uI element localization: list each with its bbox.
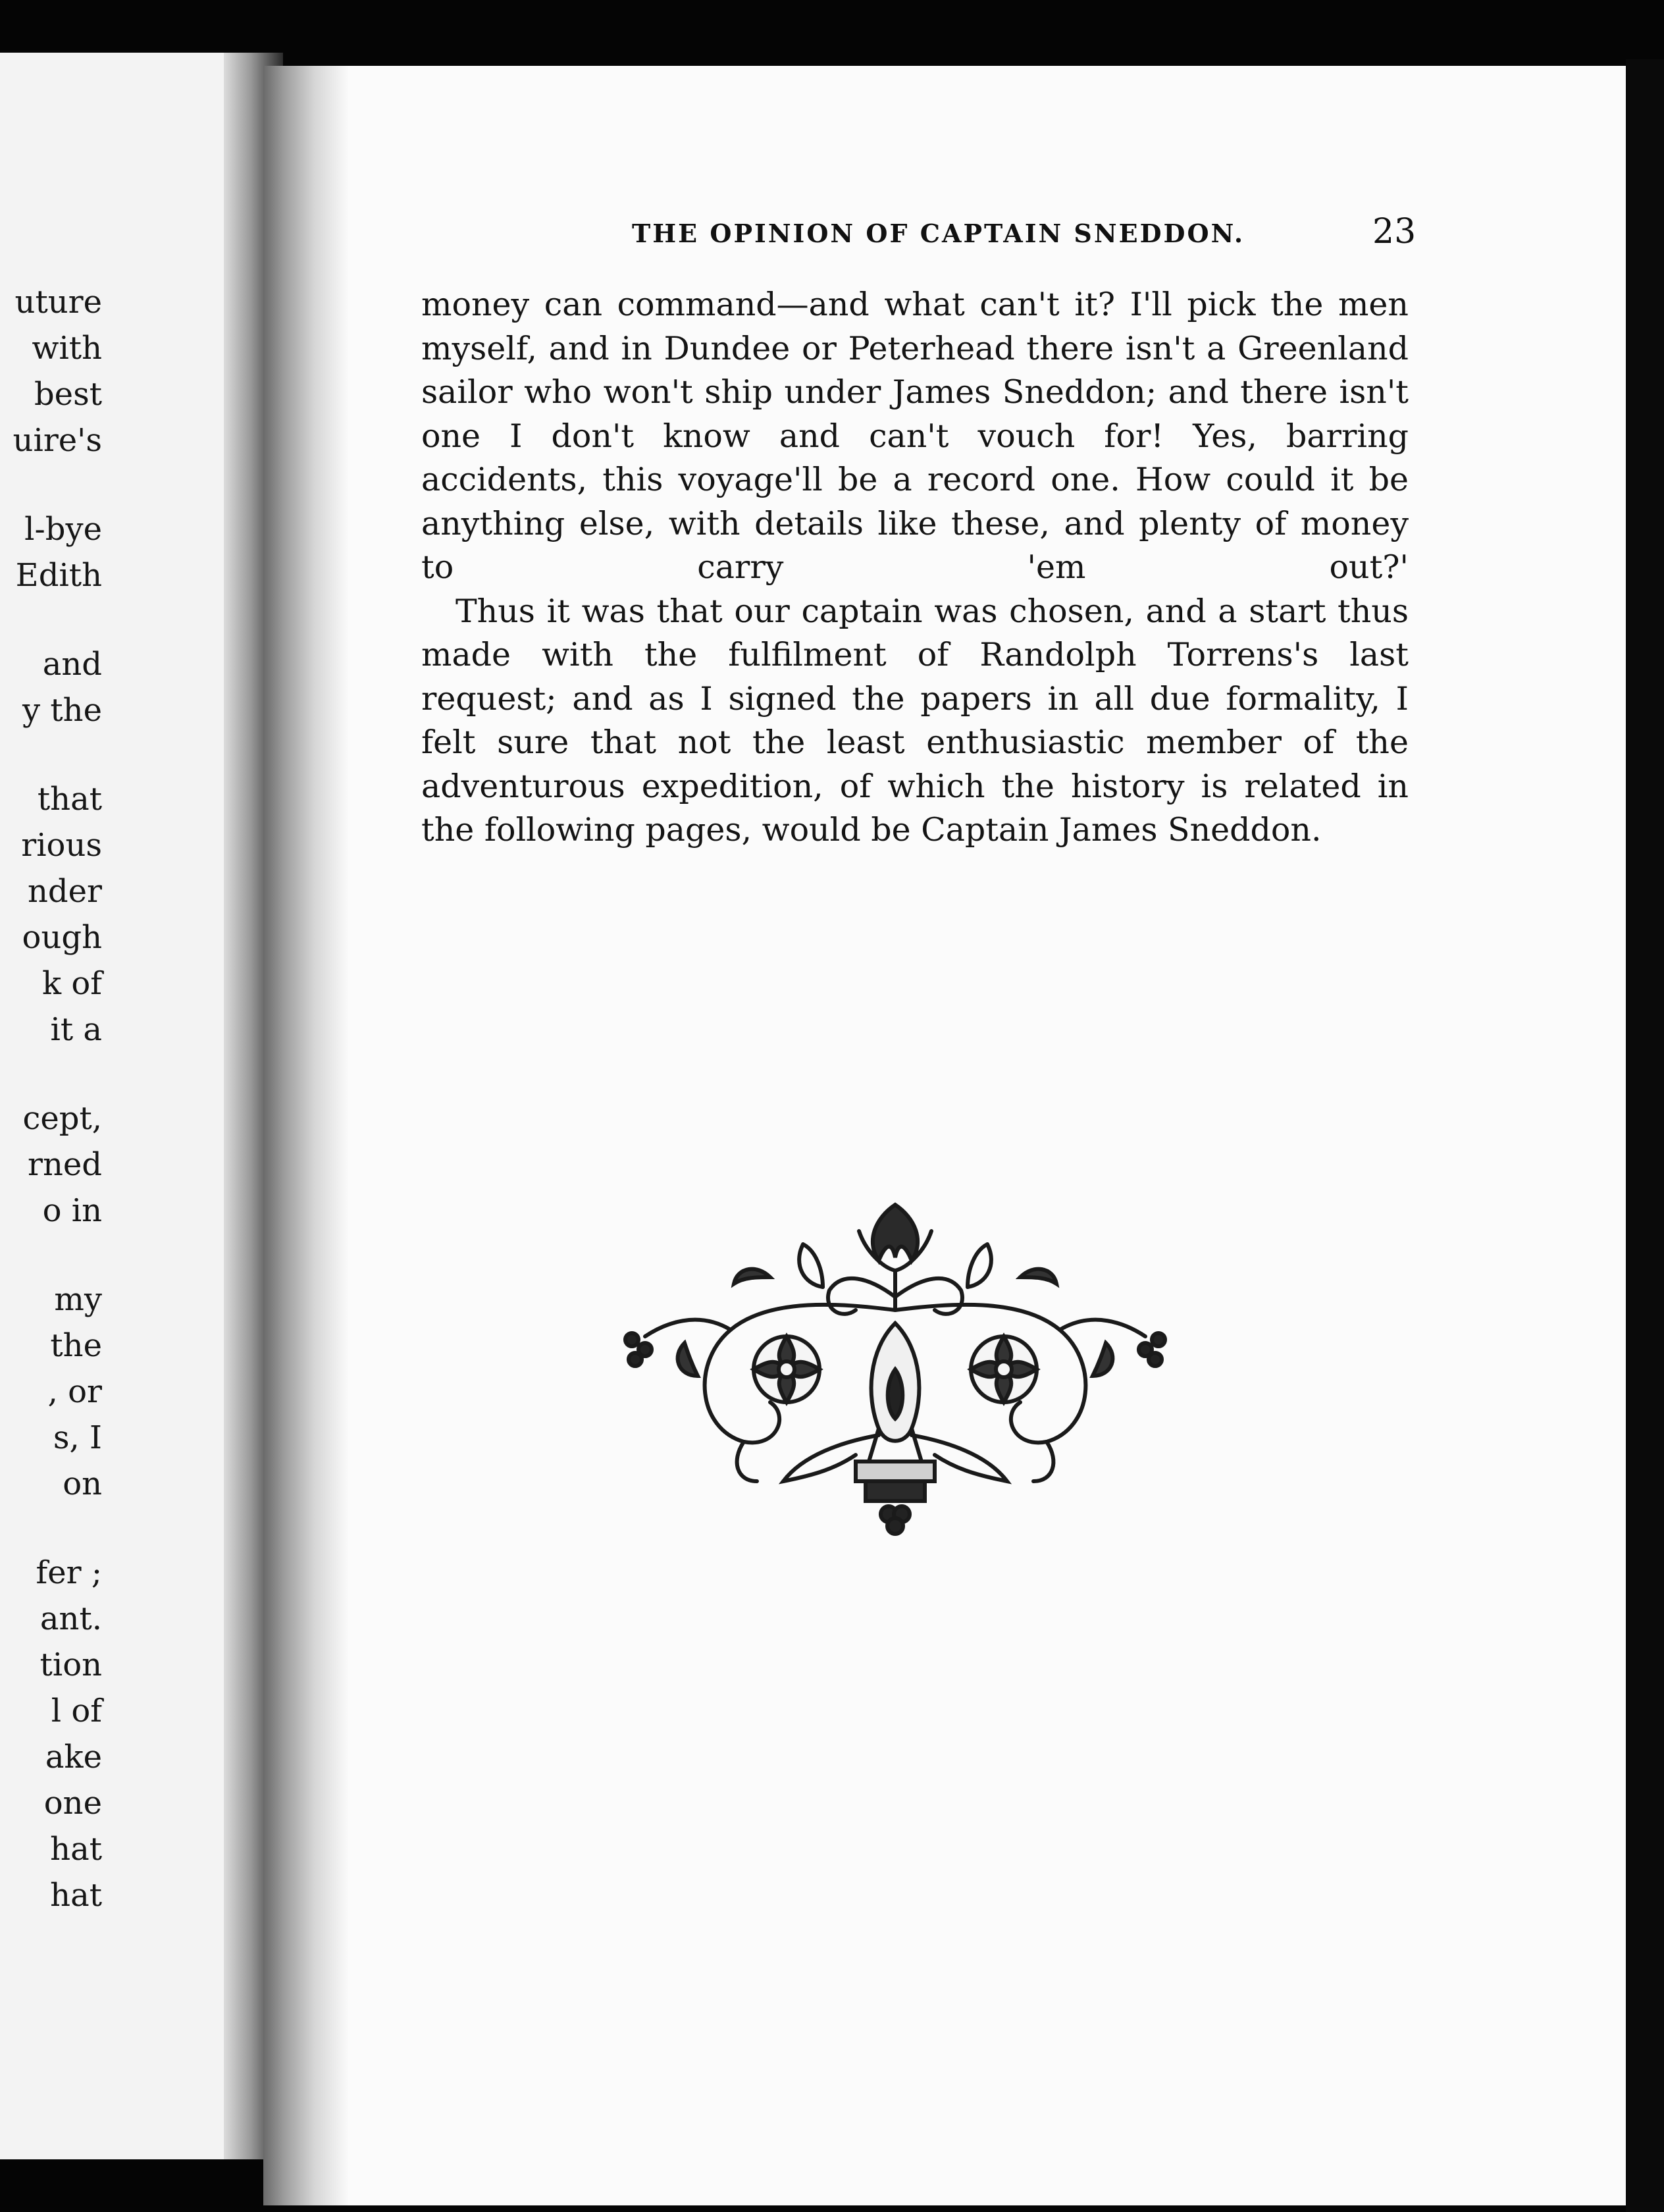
running-head: THE OPINION OF CAPTAIN SNEDDON. [632,219,1245,248]
page-number: 23 [1372,212,1417,251]
left-page-fragment: it a [50,1011,102,1048]
left-page-fragment: ant. [39,1600,102,1637]
left-page-fragment: o in [42,1192,102,1229]
left-page-fragment: one [43,1785,102,1822]
left-page-fragment: that [37,781,102,818]
left-page-fragment: uture [14,284,102,321]
left-page-fragment: the [50,1327,102,1364]
left-page-fragment: rned [28,1146,102,1183]
left-page-fragment: ough [22,919,102,956]
page-curl-shadow [263,66,349,2205]
left-page-fragment: hat [50,1877,102,1914]
left-page-fragment: tion [39,1646,102,1683]
paragraph: Thus it was that our captain was chosen, and a start thus made with the fulfilment of Randolph Torrens's last request; and as I signed the papers in all due formality, I felt sure that not the least enthusiastic member of the adventurous expedition, of which the history is related in the following pages, would be Captain James Sneddon. [421,592,1409,849]
scan-edge [1626,59,1664,2212]
left-page-fragment: my [54,1281,102,1318]
left-page-fragment: hat [50,1831,102,1868]
left-page-fragment: best [34,376,102,413]
left-page-fragment: l of [51,1693,102,1729]
left-page-fragment: y the [22,692,102,729]
left-page-fragment: with [32,330,102,367]
body-text [421,283,1409,853]
left-page-fragment: rious [21,827,102,864]
left-page-fragment: s, I [53,1419,102,1456]
left-page-fragment: on [63,1465,102,1502]
left-page-fragment: ake [45,1739,102,1776]
left-page-fragment: nder [28,873,102,910]
right-page [263,66,1626,2205]
floral-vignette-icon [606,1178,1185,1606]
left-page-fragment: fer ; [36,1554,102,1591]
left-page-fragment: and [42,646,102,683]
left-page-fragment: uire's [13,422,102,459]
left-page-fragment: , or [47,1373,102,1410]
left-page-fragment: Edith [15,557,102,594]
left-page-fragment: k of [41,965,102,1002]
left-facing-page [0,53,260,2159]
left-page-fragment: l-bye [24,511,102,548]
left-page-fragment: cept, [22,1100,102,1137]
paragraph: money can command—and what can't it? I'll pick the men myself, and in Dundee or Peterhead there isn't a Greenland sailor who won't ship under James Sneddon; and there isn't one I don't know and can't vouch for! Yes, barring accidents, this voyage'll be a record one. How could it be anything else, with details like these, and plenty of money to carry 'em out?' [421,286,1409,586]
